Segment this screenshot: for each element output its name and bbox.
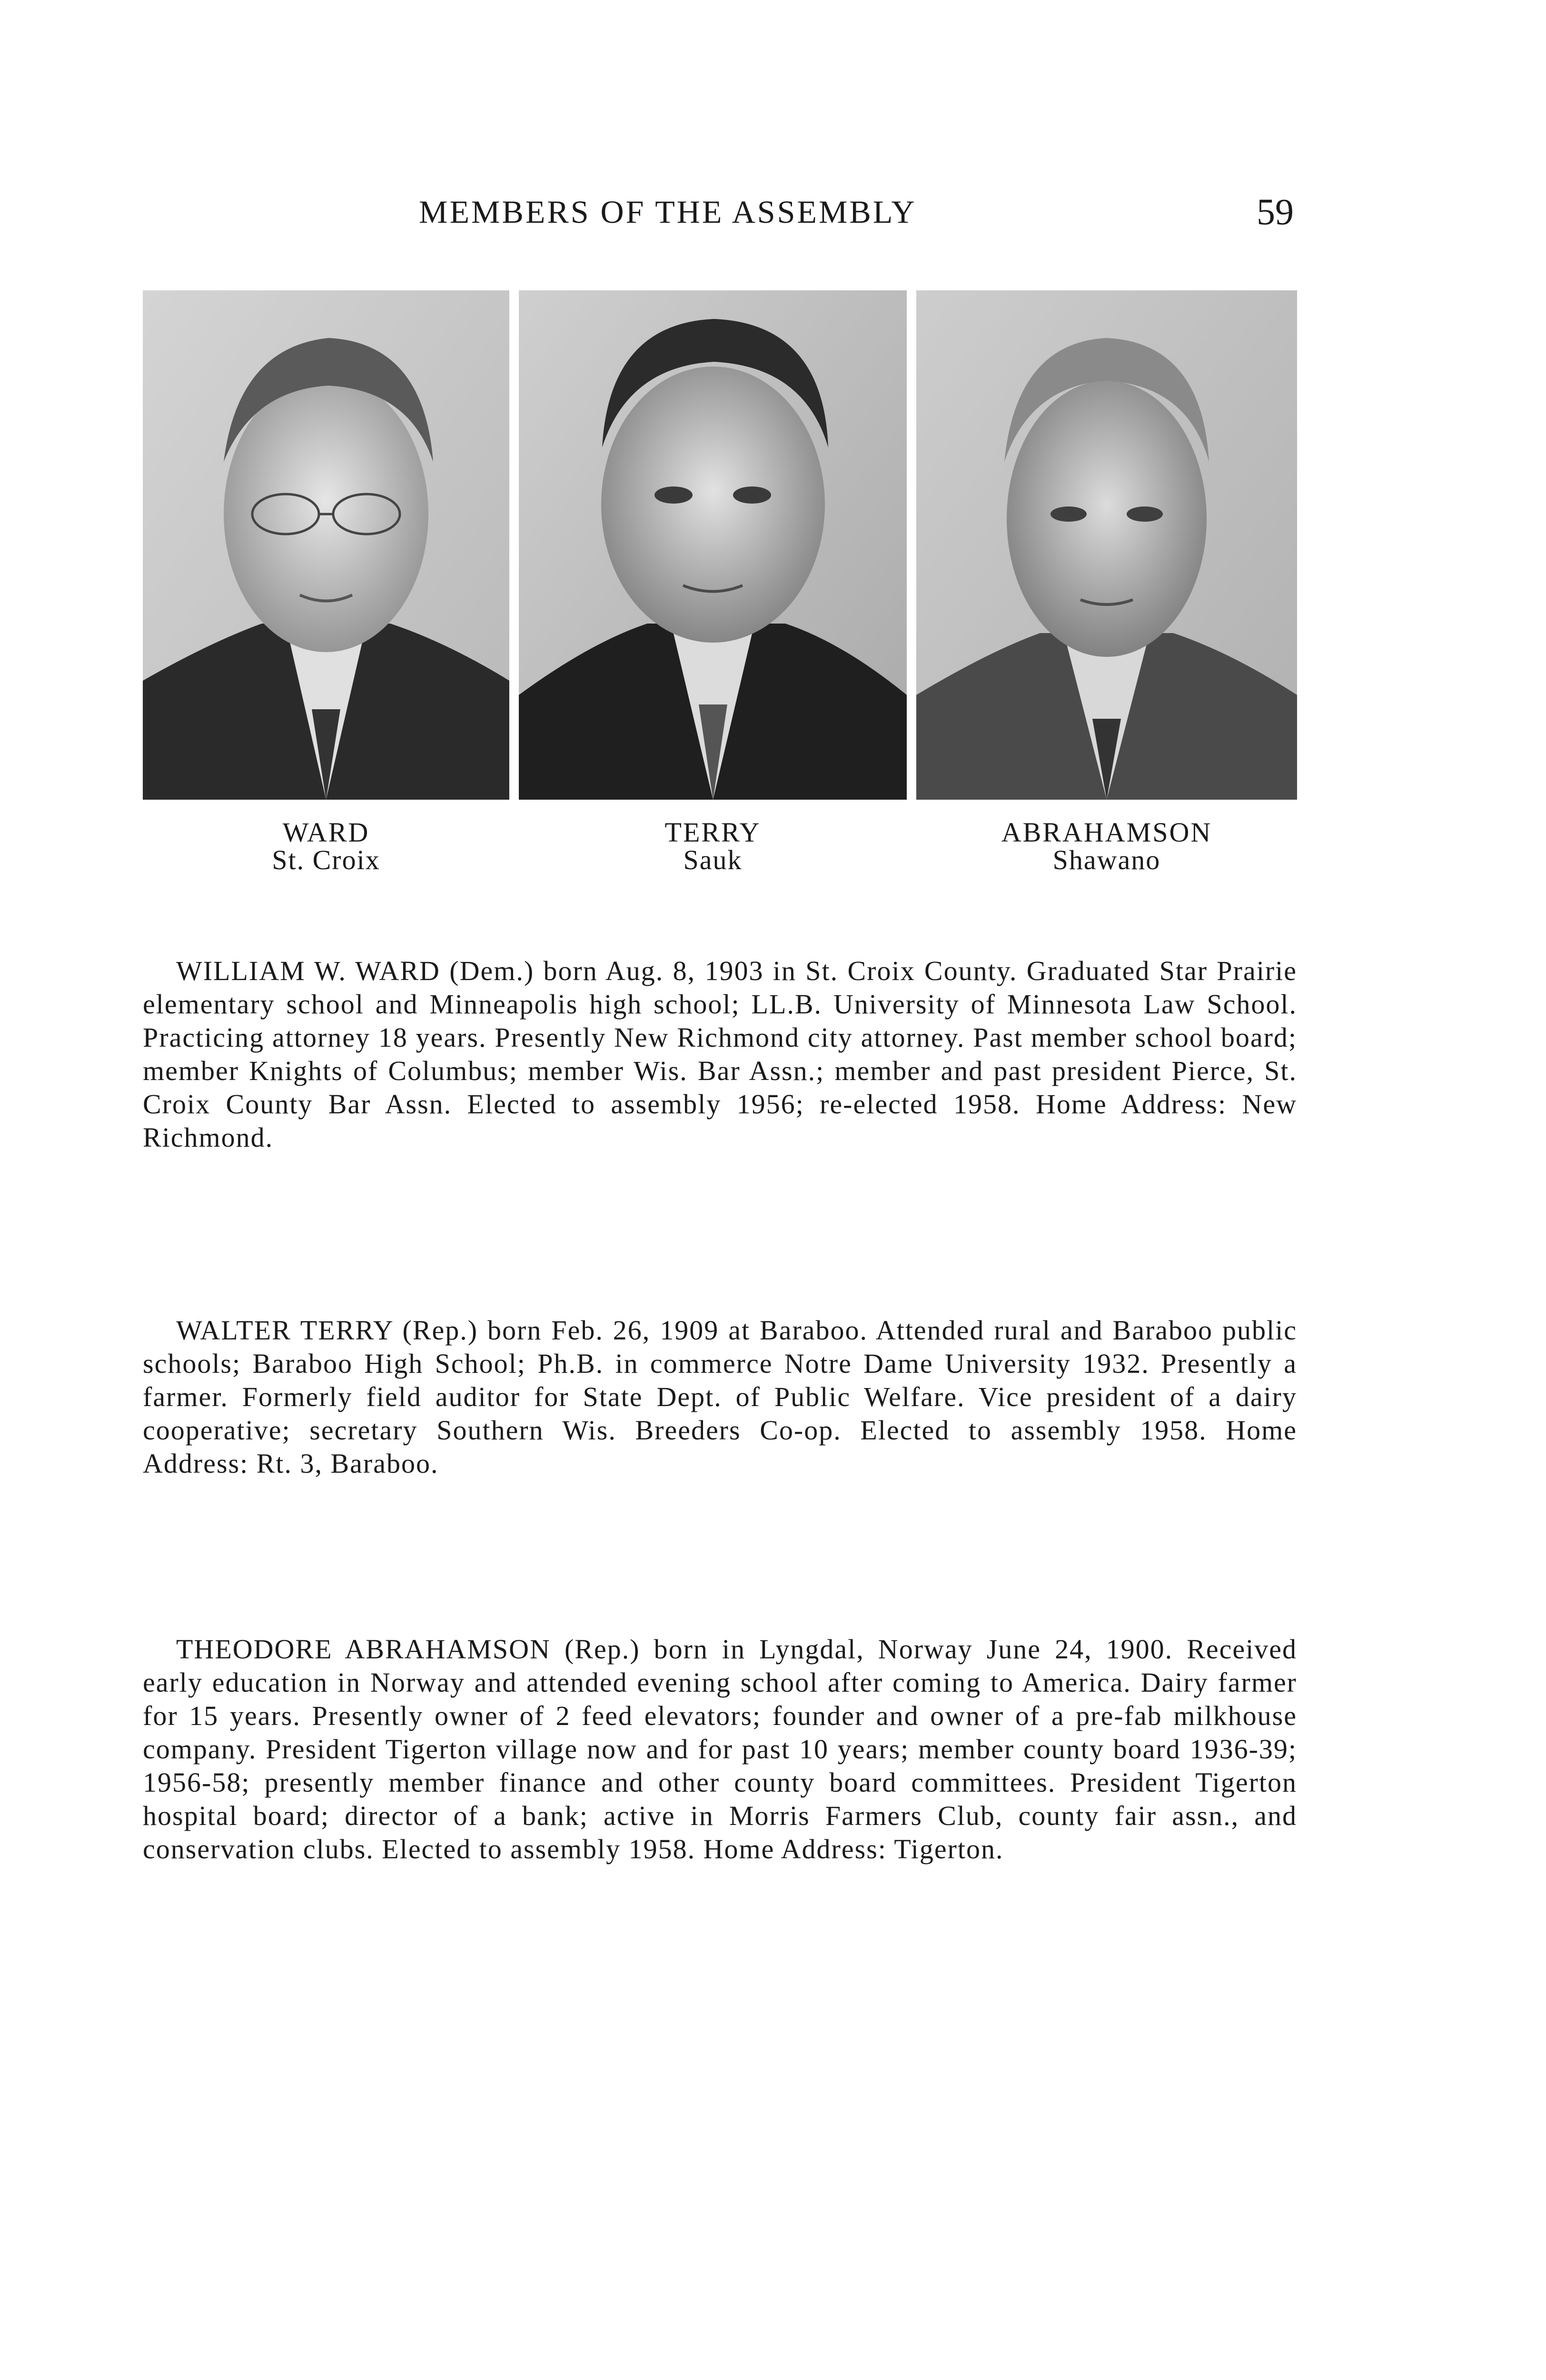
biography-ward: WILLIAM W. WARD (Dem.) born Aug. 8, 1903 in St. Croix County. Graduated Star Prairie elementary school and Minneapolis high school; LL.B. University of Minnesota Law School. Practicing attorney 18 years. Presently New Richmond city attorney. Past member school board; member Knights of Columbus; member Wis. Bar Assn.; member and past president Pierce, St. Croix County Bar Assn. Elected to assembly 1956; re-elected 1958. Home Address: New Richmond. [143, 955, 1297, 1153]
caption-name: TERRY [664, 817, 761, 848]
biography-terry: WALTER TERRY (Rep.) born Feb. 26, 1909 at Baraboo. Attended rural and Baraboo public schools; Baraboo High School; Ph.B. in commerce Notre Dame University 1932. Presently a farmer. Formerly field auditor for State Dept. of Public Welfare. Vice president of a dairy cooperative; secretary Southern Wis. Breeders Co-op. Elected to assembly 1958. Home Address: Rt. 3, Baraboo. [143, 1315, 1297, 1479]
caption-row [143, 819, 1297, 885]
portrait-photo-abrahamson [916, 290, 1297, 800]
portrait-row [143, 290, 1297, 800]
caption-name: WARD [282, 817, 370, 848]
page-number: 59 [1257, 191, 1294, 232]
caption-district: Sauk [683, 844, 743, 875]
caption-district: Shawano [1052, 844, 1161, 875]
caption-name: ABRAHAMSON [1001, 817, 1212, 848]
caption-abrahamson [916, 819, 1297, 874]
caption-ward [143, 819, 509, 874]
page-header [0, 188, 1546, 240]
running-head: MEMBERS OF THE ASSEMBLY [419, 194, 917, 230]
portrait-photo-ward [143, 290, 509, 800]
portrait-terry-image [519, 290, 907, 800]
portrait-abrahamson-image [916, 290, 1297, 800]
caption-terry [519, 819, 907, 874]
portrait-ward-image [143, 290, 509, 800]
portrait-photo-terry [519, 290, 907, 800]
caption-district: St. Croix [272, 844, 380, 875]
biography-abrahamson: THEODORE ABRAHAMSON (Rep.) born in Lyngdal, Norway June 24, 1900. Received early education in Norway and attended evening school after coming to America. Dairy farmer for 15 years. Presently owner of 2 feed elevators; founder and owner of a pre-fab milkhouse company. President Tigerton village now and for past 10 years; member county board 1936-39; 1956-58; presently member finance and other county board committees. President Tigerton hospital board; director of a bank; active in Morris Farmers Club, county fair assn., and conservation clubs. Elected to assembly 1958. Home Address: Tigerton. [143, 1634, 1297, 1864]
